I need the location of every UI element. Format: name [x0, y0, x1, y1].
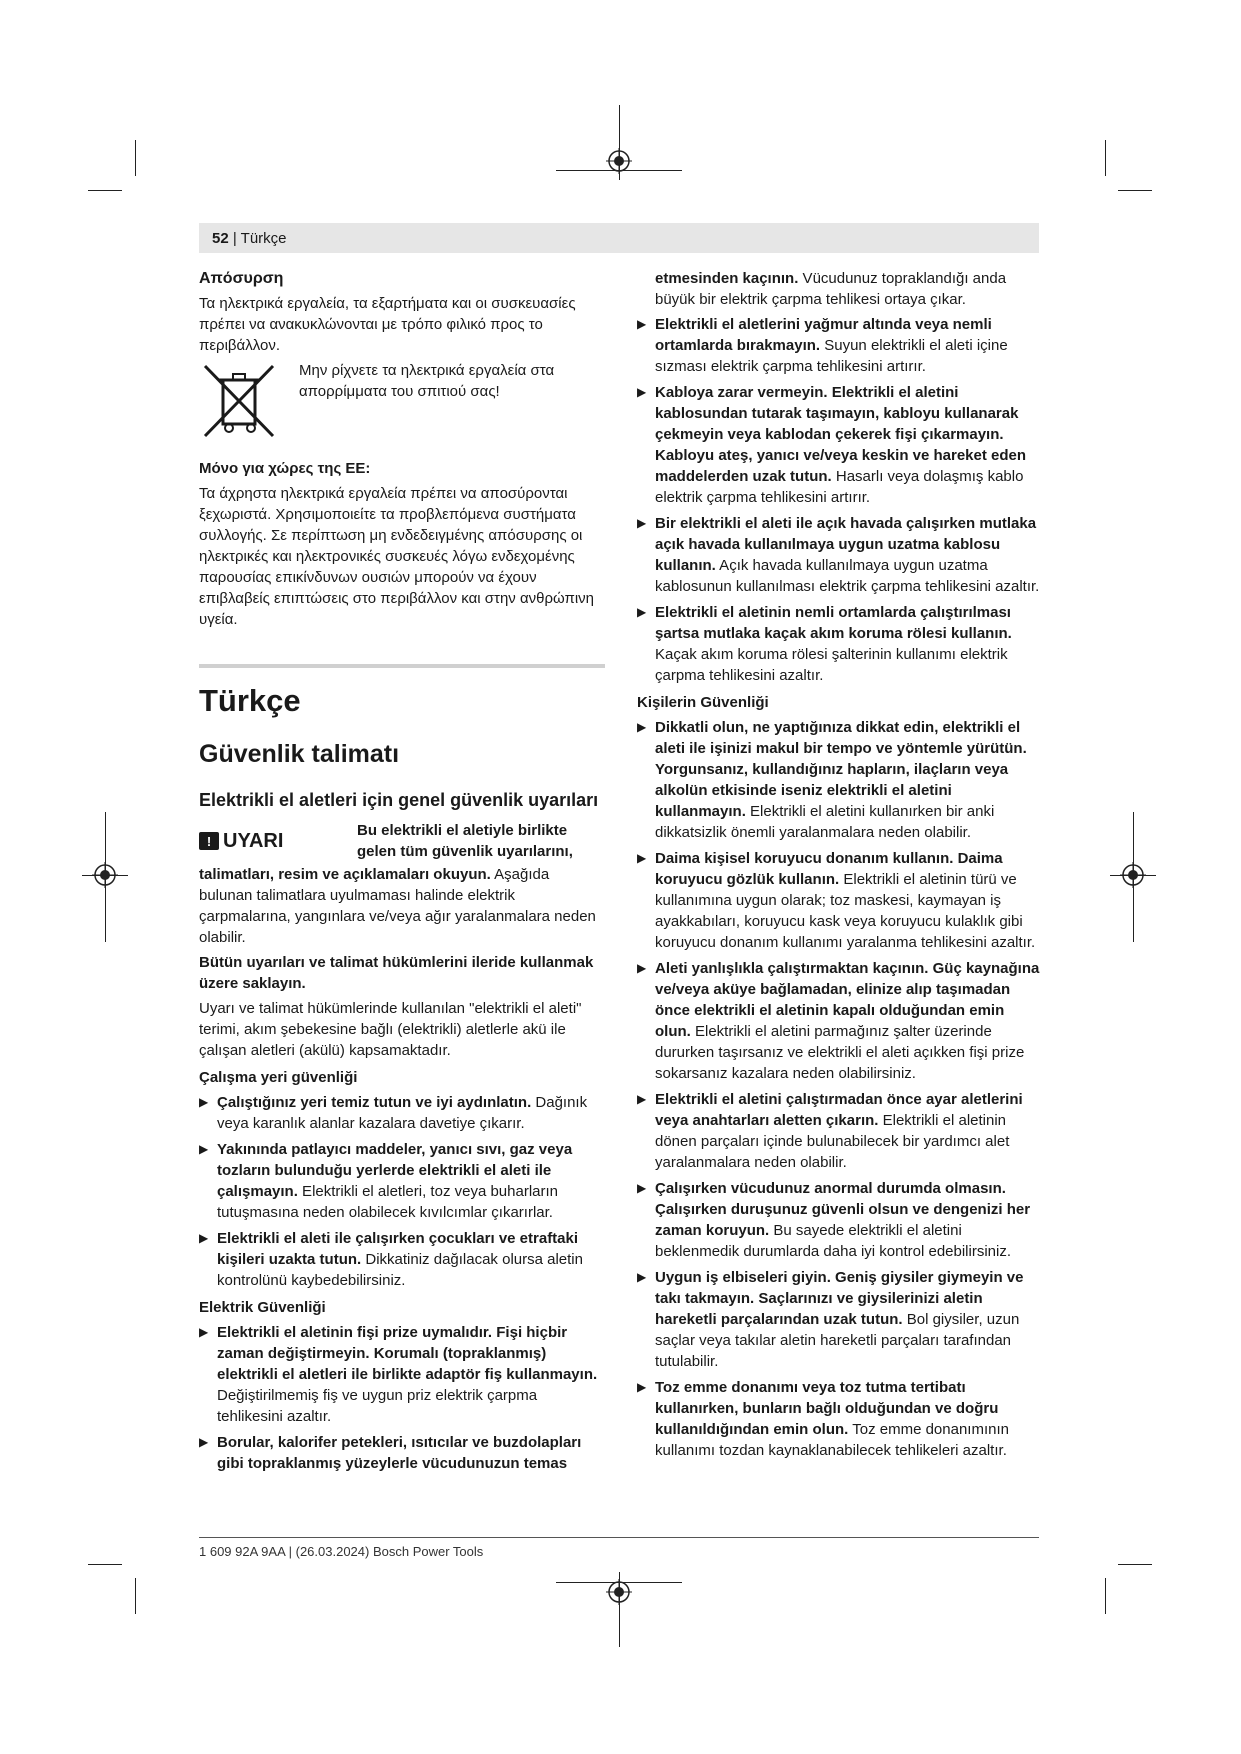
item-text: Vücudunuz topraklandığı anda büyük bir elektrik çarpma tehlikesi ortaya çıkar. — [655, 270, 1007, 308]
electrical-list-right — [637, 314, 1043, 686]
registration-target-icon — [92, 862, 118, 888]
item-text: Bol giysiler, uzun saçlar veya takılar aletin hareketli parçaları tarafından tutulabilir. — [655, 1311, 1020, 1370]
item-text: Toz emme donanımının kullanımı tozdan kaynaklanabilecek tehlikeleri azaltır. — [655, 1421, 1009, 1459]
list-item — [637, 848, 1043, 953]
bullet-arrow-icon: ▶ — [199, 1142, 209, 1156]
item-bold: Dikkatli olun, ne yaptığınıza dikkat edin, elektrikli el aleti ile işinizi makul bir tempo ve yöntemle yürütün. Yorgunsanız, kullandığınız hapların, ilaçların veya alkolün etkisinde iseniz elektrikli el aletini kullanmayın. — [655, 719, 1027, 820]
list-item — [637, 382, 1043, 508]
registration-target-icon — [606, 1579, 632, 1605]
bullet-arrow-icon: ▶ — [637, 317, 647, 331]
warning-block — [199, 820, 605, 862]
section-divider — [199, 664, 605, 668]
item-bold: Bir elektrikli el aleti ile açık havada çalışırken mutlaka açık havada kullanılmaya uygun uzatma kablosu kullanın. — [655, 515, 1037, 574]
item-text: Dikkatiniz dağılacak olursa aletin kontrolünü kaybedebilirsiniz. — [217, 1251, 583, 1289]
list-item — [637, 1267, 1043, 1372]
item-bold: Borular, kalorifer petekleri, ısıtıcılar ve buzdolapları gibi topraklanmış yüzeylerle vücudunuzun temas — [217, 1434, 582, 1472]
right-column — [637, 268, 1043, 1466]
page-header: 52 | Türkçe — [212, 230, 287, 247]
bullet-arrow-icon: ▶ — [637, 961, 647, 975]
item-bold: Elektrikli el aleti ile çalışırken çocukları ve etraftaki kişileri uzakta tutun. — [217, 1230, 579, 1268]
page-footer: 1 609 92A 9AA | (26.03.2024) Bosch Power Tools — [199, 1544, 484, 1559]
warning-bold-1: Bu elektrikli el aletiyle birlikte gelen tüm güvenlik uyarılarını, — [357, 822, 573, 860]
bullet-arrow-icon: ▶ — [637, 516, 647, 530]
item-bold: Elektrikli el aletinin nemli ortamlarda çalıştırılması şartsa mutlaka kaçak akım koruma rölesi kullanın. — [655, 604, 1012, 642]
item-text: Elektrikli el aletinin türü ve kullanımına uygun olarak; toz maskesi, kaymayan iş ayakkabıları, koruyucu kask veya koruyucu kulaklık gibi koruyucu donanım kullanımı yaralanma tehlikesini azaltır. — [655, 871, 1036, 951]
item-text: Elektrikli el aletini parmağınız şalter üzerinde dururken taşırsanız ve elektrikli el aleti açıkken fişi prize sokarsanız kazalara neden olabilirsiniz. — [655, 1023, 1025, 1082]
header-language: Türkçe — [240, 230, 287, 247]
item-bold: etmesinden kaçının. — [655, 270, 799, 287]
item-bold: Çalıştığınız yeri temiz tutun ve iyi aydınlatın. — [217, 1094, 532, 1111]
bullet-arrow-icon: ▶ — [637, 385, 647, 399]
item-bold: Aleti yanlışlıkla çalıştırmaktan kaçının. Güç kaynağına ve/veya aküye bağlamadan, elinize alıp taşımadan önce elektrikli el aletinin kapalı olduğundan emin olun. — [655, 960, 1040, 1040]
bullet-arrow-icon: ▶ — [199, 1095, 209, 1109]
warning-bold-2: talimatları, resim ve açıklamaları okuyun. — [199, 866, 491, 883]
term-text: Uyarı ve talimat hükümlerinde kullanılan "elektrikli el aleti" terimi, akım şebekesine bağlı (elektrikli) aletlerle akü ile çalışan aletleri (akülü) kapsamaktadır. — [199, 1000, 582, 1059]
electrical-title: Elektrik Güvenliği — [199, 1299, 326, 1316]
list-item — [199, 1139, 605, 1223]
registration-target-icon — [606, 148, 632, 174]
crossed-bin-icon — [199, 360, 279, 440]
bullet-arrow-icon: ▶ — [199, 1325, 209, 1339]
greek-disposal-title: Απόσυρση — [199, 270, 284, 287]
list-item — [199, 1228, 605, 1291]
list-item — [199, 1092, 605, 1134]
warning-label-text: UYARI — [223, 829, 284, 852]
left-column — [199, 268, 605, 1479]
greek-eu-text: Τα άχρηστα ηλεκτρικά εργαλεία πρέπει να αποσύρονται ξεχωριστά. Χρησιμοποιείτε τα προβλεπόμενα συστήματα συλλογής. Σε περίπτωση μη ενδεδειγμένης απόσυρσης οι ηλεκτρικές και ηλεκτρονικές συσκευές λόγω ενδεχομένης παρουσίας επικίνδυνων ουσιών μπορούν να έχουν επιβλαβείς επιπτώσεις στο περιβάλλον και στην ανθρώπινη υγεία. — [199, 485, 595, 628]
item-text: Hasarlı veya dolaşmış kablo elektrik çarpma tehlikesini artırır. — [655, 468, 1024, 506]
bullet-arrow-icon: ▶ — [637, 851, 647, 865]
personal-list — [637, 717, 1043, 1461]
list-item — [637, 314, 1043, 377]
item-bold: Çalışırken vücudunuz anormal durumda olmasın. Çalışırken duruşunuz güvenli olsun ve dengenizi her zaman koruyun. — [655, 1180, 1031, 1239]
bullet-arrow-icon: ▶ — [637, 1181, 647, 1195]
item-text: Açık havada kullanılmaya uygun uzatma kablosunun kullanılması elektrik çarpma tehlikesini azaltır. — [655, 557, 1040, 595]
item-bold: Elektrikli el aletlerini yağmur altında veya nemli ortamlarda bırakmayın. — [655, 316, 992, 354]
page-number: 52 — [212, 230, 229, 247]
item-text: Elektrikli el aletini kullanırken bir anki dikkatsizlik önemli yaralanmalara neden olabilir. — [655, 803, 995, 841]
crop-mark — [135, 140, 136, 176]
language-title: Türkçe — [199, 683, 301, 718]
bullet-arrow-icon: ▶ — [637, 1270, 647, 1284]
item-text: Kaçak akım koruma rölesi şalterinin kullanımı elektrik çarpma tehlikesini azaltır. — [655, 646, 1008, 684]
list-item — [637, 717, 1043, 843]
list-item — [637, 513, 1043, 597]
keep-notice: Bütün uyarıları ve talimat hükümlerini ileride kullanmak üzere saklayın. — [199, 954, 594, 992]
list-item — [637, 1377, 1043, 1461]
warning-triangle-icon: ! — [199, 832, 219, 850]
item-bold: Kabloya zarar vermeyin. Elektrikli el aletini kablosundan tutarak taşımayın, kabloyu kullanarak çekmeyin veya kablodan çekerek fişi çıkarmayın. Kabloyu ateş, yanıcı ve/veya keskin ve hareket eden maddelerden uzak tutun. — [655, 384, 1027, 485]
item-bold: Yakınında patlayıcı maddeler, yanıcı sıvı, gaz veya tozların bulunduğu yerlerde elektrikli el aleti ile çalışmayın. — [217, 1141, 573, 1200]
item-bold: Toz emme donanımı veya toz tutma tertibatı kullanırken, bunların bağlı olduğundan ve doğru kullanıldığından emin olun. — [655, 1379, 999, 1438]
item-bold: Elektrikli el aletinin fişi prize uymalıdır. Fişi hiçbir zaman değiştirmeyin. Korumalı (topraklanmış) elektrikli el aletleri ile birlikte adaptör fiş kullanmayın. — [217, 1324, 598, 1383]
item-text: Elektrikli el aletinin dönen parçaları içinde bulunabilecek bir yardımcı alet yaralanmalara neden olabilir. — [655, 1112, 1010, 1171]
work-area-title: Çalışma yeri güvenliği — [199, 1069, 358, 1086]
item-bold: Uygun iş elbiseleri giyin. Geniş giysiler giymeyin ve takı takmayın. Saçlarınızı ve giysilerinizi aletin hareketli parçalarından uzak tutun. — [655, 1269, 1024, 1328]
list-item — [637, 1178, 1043, 1262]
item-text: Suyun elektrikli el aleti içine sızması elektrik çarpma tehlikesini artırır. — [655, 337, 1008, 375]
warning-label — [199, 820, 357, 862]
footer-divider — [199, 1537, 1039, 1538]
bullet-arrow-icon: ▶ — [637, 1092, 647, 1106]
item-text: Elektrikli el aletleri, toz veya buharların tutuşmasına neden olabilecek kıvılcımlar çıkarırlar. — [217, 1183, 559, 1221]
list-item — [637, 958, 1043, 1084]
greek-disposal-text: Τα ηλεκτρικά εργαλεία, τα εξαρτήματα και οι συσκευασίες πρέπει να ανακυκλώνονται με τρόπο φιλικό προς το περιβάλλον. — [199, 295, 576, 354]
crop-mark — [88, 190, 122, 191]
list-item — [637, 1089, 1043, 1173]
bullet-arrow-icon: ▶ — [637, 1380, 647, 1394]
bullet-arrow-icon: ▶ — [637, 720, 647, 734]
list-item — [199, 1322, 605, 1427]
bullet-arrow-icon: ▶ — [637, 605, 647, 619]
item-text: Değiştirilmemiş fiş ve uygun priz elektrik çarpma tehlikesini azaltır. — [217, 1387, 538, 1425]
safety-title: Güvenlik talimatı — [199, 740, 400, 768]
continued-paragraph — [637, 268, 1043, 310]
warning-paragraph — [199, 864, 605, 948]
item-text: Dağınık veya karanlık alanlar kazalara davetiye çıkarır. — [217, 1094, 588, 1132]
registration-target-icon — [1120, 862, 1146, 888]
personal-title: Kişilerin Güvenliği — [637, 694, 769, 711]
electrical-list-left — [199, 1322, 605, 1474]
list-item — [637, 602, 1043, 686]
item-bold: Daima kişisel koruyucu donanım kullanın. Daima koruyucu gözlük kullanın. — [655, 850, 1003, 888]
page-header-bar — [199, 223, 1039, 253]
crop-mark — [1118, 1564, 1152, 1565]
work-area-list — [199, 1092, 605, 1291]
crop-mark — [88, 1564, 122, 1565]
item-text: Bu sayede elektrikli el aletini beklenmedik durumlarda daha iyi kontrol edebilirsiniz. — [655, 1222, 1012, 1260]
warning-text: Aşağıda bulunan talimatlara uyulmaması halinde elektrik çarpmalarına, yangınlara ve/veya ağır yaralanmalara neden olabilir. — [199, 866, 596, 946]
bullet-arrow-icon: ▶ — [199, 1435, 209, 1449]
item-bold: Elektrikli el aletini çalıştırmadan önce ayar aletlerini veya anahtarları aletten çıkarın. — [655, 1091, 1023, 1129]
general-warnings-title: Elektrikli el aletleri için genel güvenlik uyarıları — [199, 790, 599, 810]
greek-eu-title: Μόνο για χώρες της ΕΕ: — [199, 460, 371, 477]
greek-weee-text: Μην ρίχνετε τα ηλεκτρικά εργαλεία στα απορρίμματα του σπιτιού σας! — [299, 362, 555, 400]
crop-mark — [1105, 1578, 1106, 1614]
crop-mark — [1105, 140, 1106, 176]
crop-mark — [1118, 190, 1152, 191]
list-item — [199, 1432, 605, 1474]
weee-notice — [199, 360, 605, 440]
bullet-arrow-icon: ▶ — [199, 1231, 209, 1245]
crop-mark — [135, 1578, 136, 1614]
